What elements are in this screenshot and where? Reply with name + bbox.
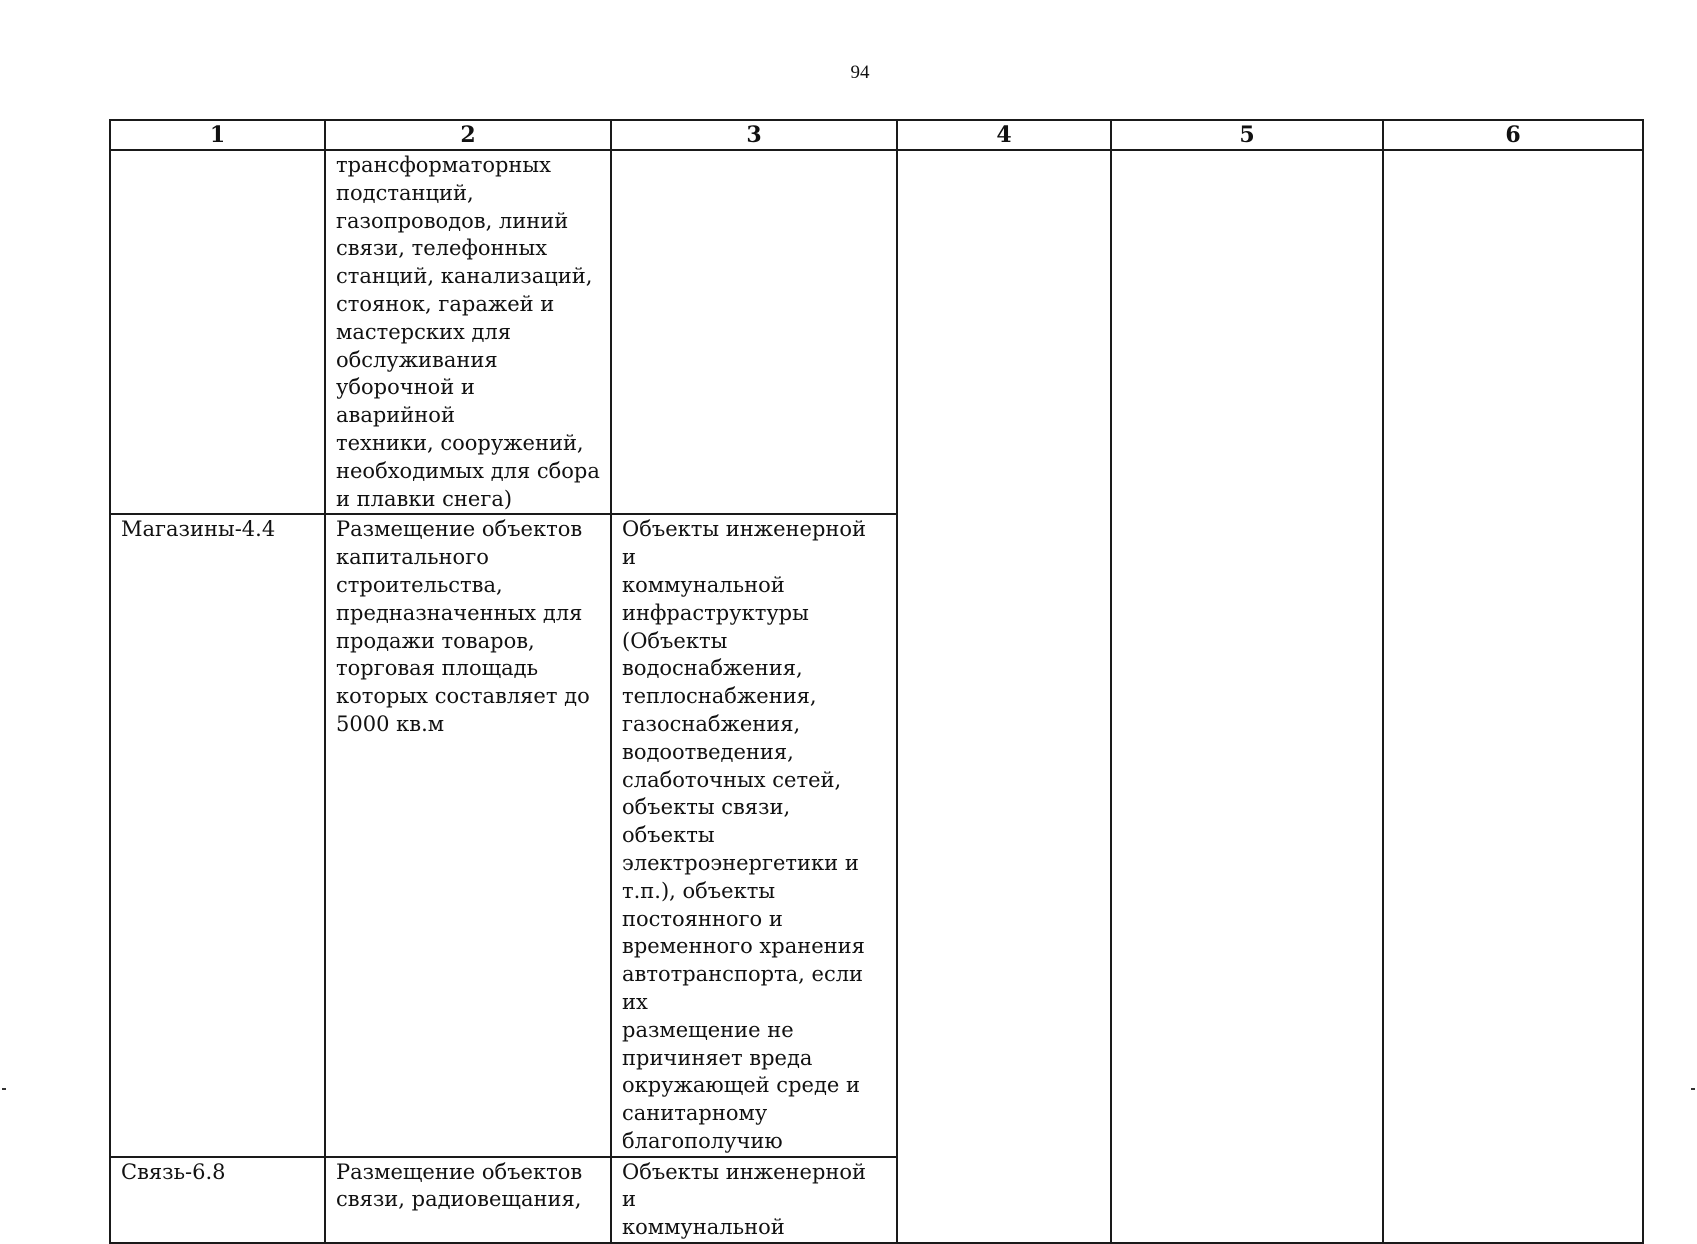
merged-col-4	[897, 150, 1111, 1243]
page-number: 94	[850, 62, 870, 83]
row-2-col-1	[110, 514, 325, 1156]
header-col-3: 3	[611, 120, 897, 150]
row-2-col-2	[325, 514, 611, 1156]
row-1-col-1	[110, 150, 325, 514]
header-col-4: 4	[897, 120, 1111, 150]
header-col-5: 5	[1111, 120, 1383, 150]
row-1-col-2	[325, 150, 611, 514]
row-2-col-2-text: Размещение объектов капитального строительства, предназначенных для продажи товаров, торговая площадь которых составляет до 5000 кв.м	[336, 517, 590, 736]
row-2-col-3-text: Объекты инженерной и коммунальной инфраструктуры (Объекты водоснабжения, теплоснабжения, газоснабжения, водоотведения, слаботочных сетей, объекты связи, объекты электроэнергетики и т.п.), объекты постоянного и временного хранения автотранспорта, если их размещение не причиняет вреда окружающей среде и санитарному благополучию	[622, 517, 867, 1153]
merged-col-5	[1111, 150, 1383, 1243]
left-edge-mark	[2, 1088, 6, 1090]
row-3-col-3-text: Объекты инженерной и коммунальной	[622, 1159, 867, 1240]
merged-col-6	[1383, 150, 1643, 1243]
header-col-2: 2	[325, 120, 611, 150]
right-edge-mark	[1691, 1088, 1695, 1090]
row-1-col-2-text: трансформаторных подстанций, газопроводов, линий связи, телефонных станций, канализаций, стоянок, гаражей и мастерских для обслуживания уборочной и аварийной техники, сооружений, необходимых для сбора и плавки снега)	[336, 153, 600, 511]
table-row	[110, 150, 1643, 514]
row-3-col-1-text: Связь-6.8	[121, 1159, 226, 1184]
header-col-1: 1	[110, 120, 325, 150]
row-2-col-1-text: Магазины-4.4	[121, 517, 276, 542]
row-3-col-2-text: Размещение объектов связи, радиовещания,	[336, 1159, 583, 1212]
row-2-col-3	[611, 514, 897, 1156]
table-header-row	[110, 120, 1643, 150]
header-col-6: 6	[1383, 120, 1643, 150]
zoning-table	[109, 119, 1644, 1244]
row-1-col-3	[611, 150, 897, 514]
